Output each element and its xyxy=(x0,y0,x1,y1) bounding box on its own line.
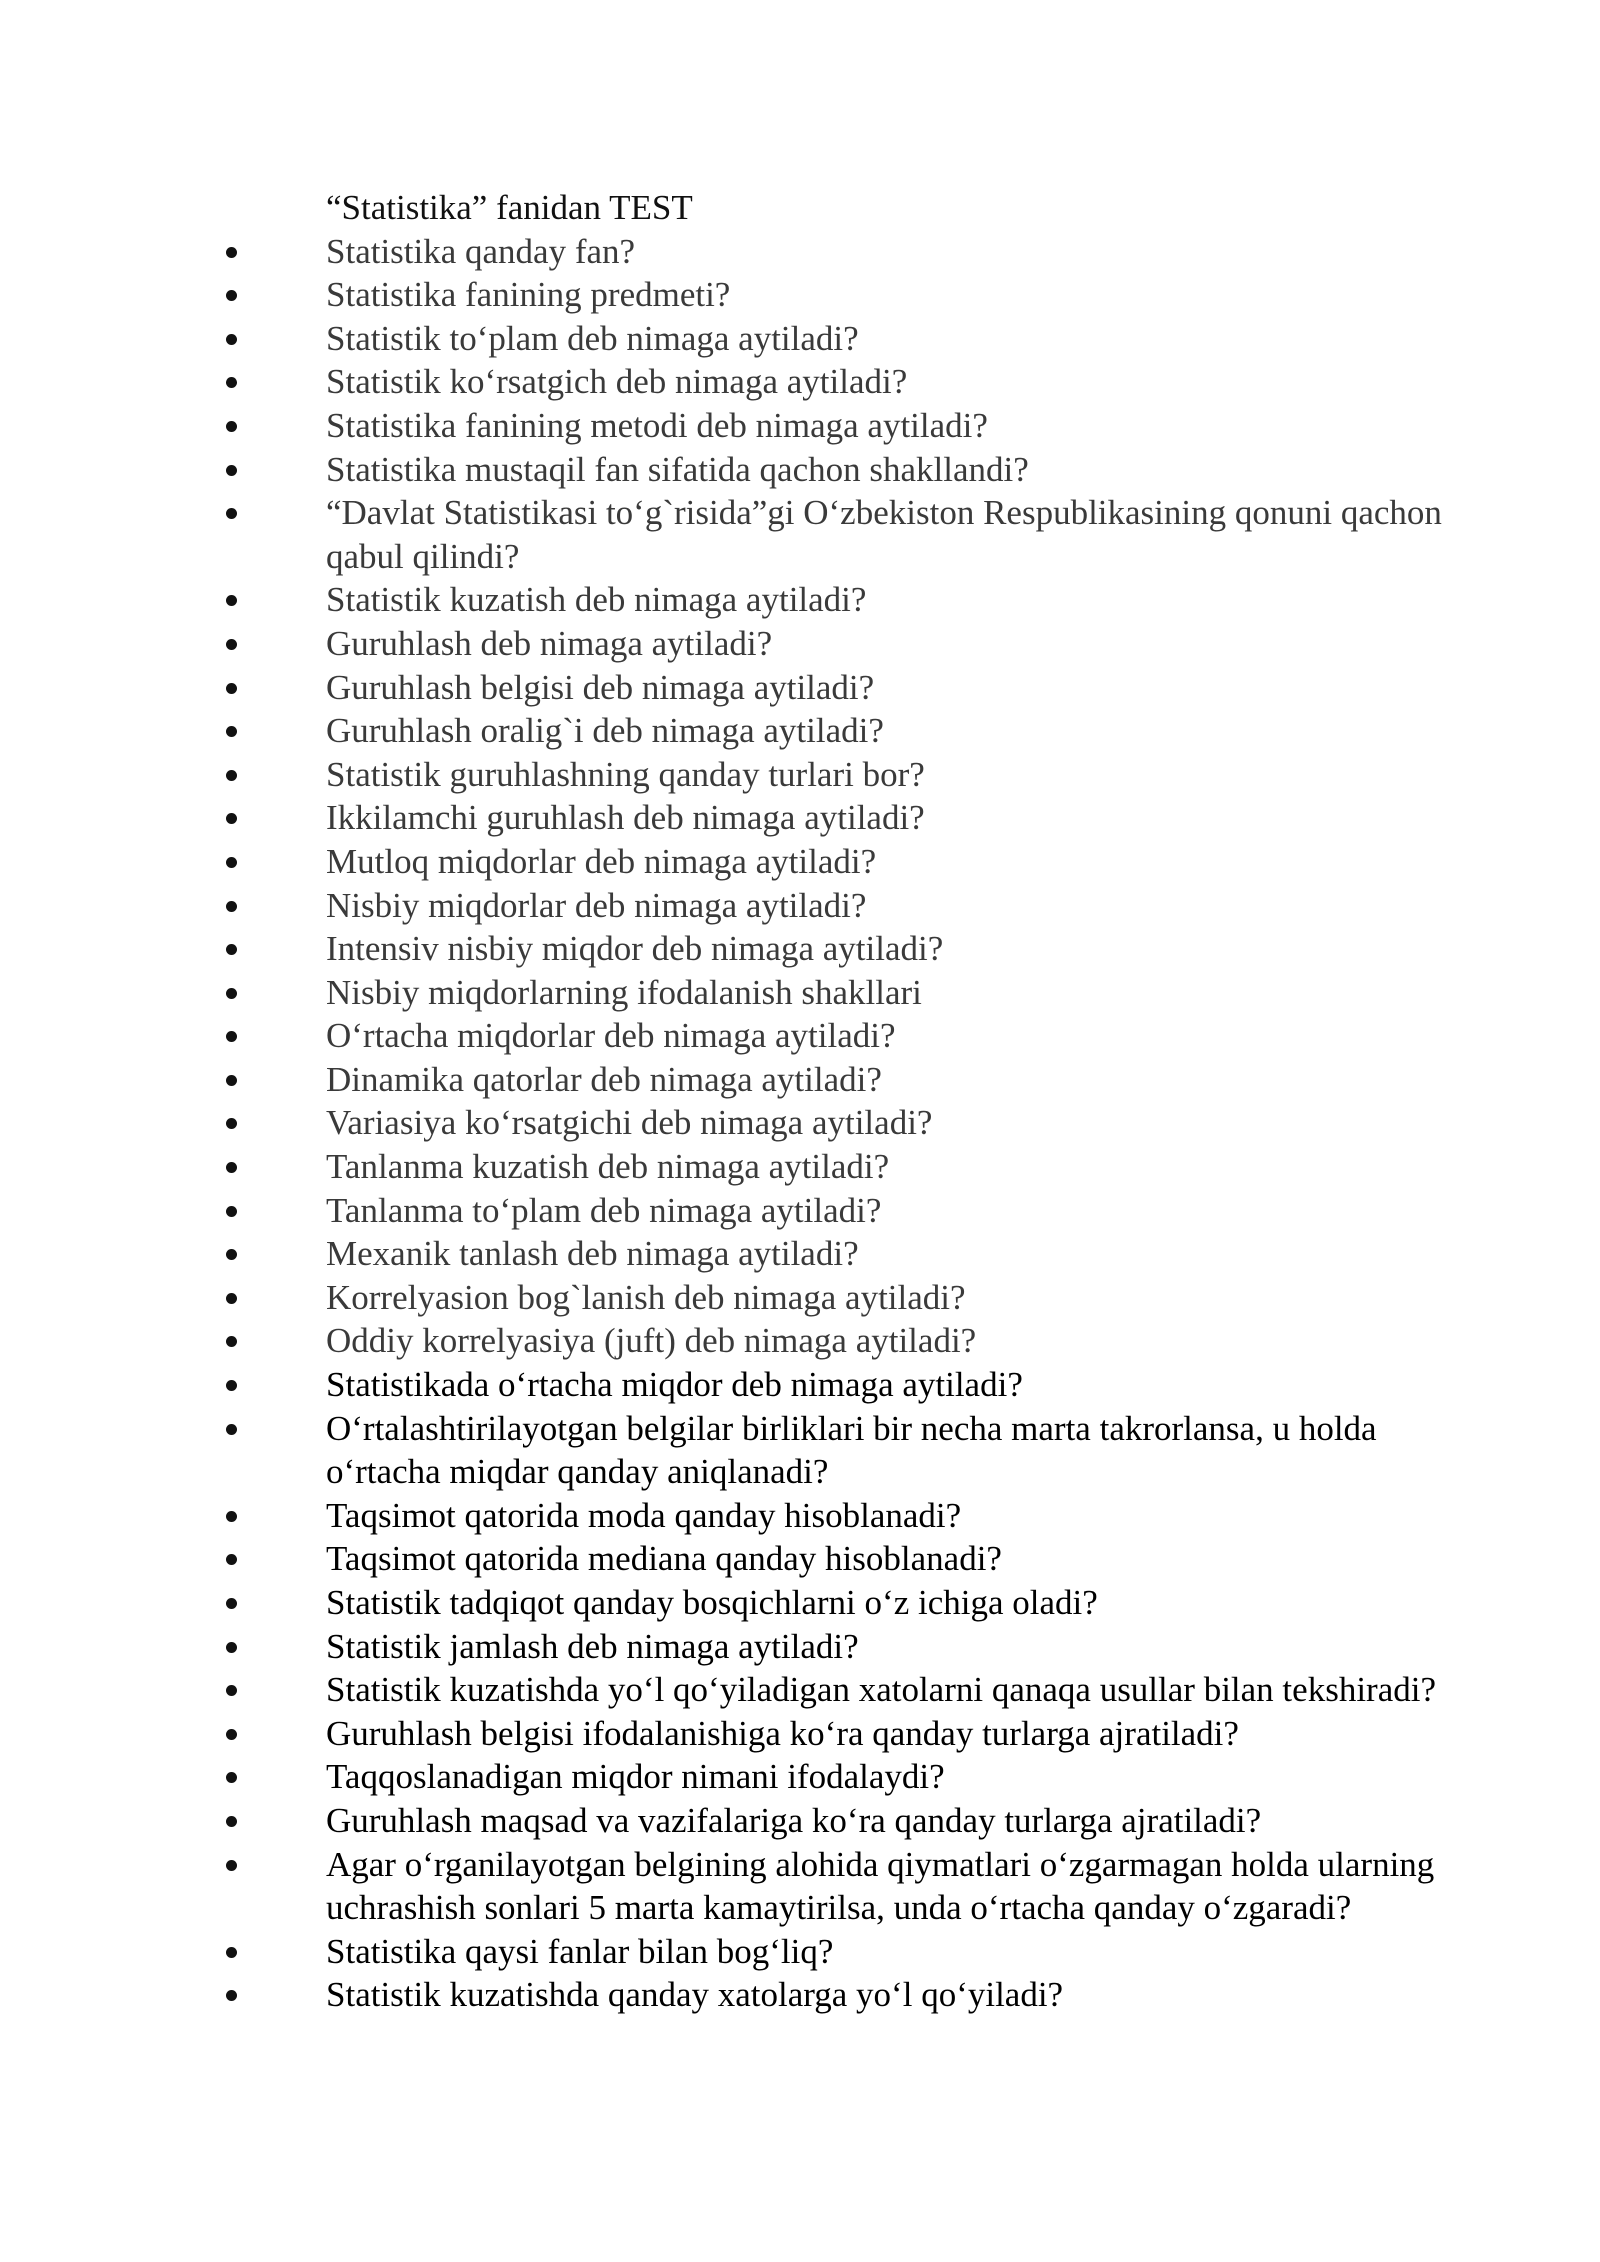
list-item xyxy=(0,1276,1466,1320)
bullet-icon xyxy=(226,1293,237,1304)
question-text: Statistik guruhlashning qanday turlari bor? xyxy=(326,754,925,794)
bullet-icon xyxy=(226,1642,237,1653)
bullet-icon xyxy=(226,726,237,737)
list-item xyxy=(0,927,1466,971)
bullet-icon xyxy=(226,290,237,301)
question-text: Statistik ko‘rsatgich deb nimaga aytiladi? xyxy=(326,362,908,402)
bullet-icon xyxy=(226,988,237,999)
question-text: Statistik kuzatishda yo‘l qo‘yiladigan xatolarni qanaqa usullar bilan tekshiradi? xyxy=(326,1670,1436,1710)
question-text: O‘rtalashtirilayotgan belgilar birliklari bir necha marta takrorlansa, u holda o‘rtacha miqdar qanday aniqlanadi? xyxy=(326,1408,1377,1492)
bullet-icon xyxy=(226,813,237,824)
question-text: Korrelyasion bog`lanish deb nimaga aytiladi? xyxy=(326,1277,966,1317)
list-item xyxy=(0,753,1466,797)
bullet-icon xyxy=(226,1860,237,1871)
list-item xyxy=(0,273,1466,317)
list-item xyxy=(0,1494,1466,1538)
bullet-icon xyxy=(226,1118,237,1129)
bullet-icon xyxy=(226,901,237,912)
question-list xyxy=(0,230,1600,2017)
question-text: Statistik to‘plam deb nimaga aytiladi? xyxy=(326,318,859,358)
bullet-icon xyxy=(226,1249,237,1260)
list-item xyxy=(0,971,1466,1015)
bullet-icon xyxy=(226,1511,237,1522)
question-text: Statistika mustaqil fan sifatida qachon shakllandi? xyxy=(326,449,1029,489)
bullet-icon xyxy=(226,465,237,476)
bullet-icon xyxy=(226,1031,237,1042)
question-text: Mutloq miqdorlar deb nimaga aytiladi? xyxy=(326,841,877,881)
question-text: Taqsimot qatorida mediana qanday hisoblanadi? xyxy=(326,1539,1002,1579)
list-item xyxy=(0,1189,1466,1233)
question-text: Guruhlash maqsad va vazifalariga ko‘ra qanday turlarga ajratiladi? xyxy=(326,1800,1262,1840)
question-text: “Davlat Statistikasi to‘g`risida”gi O‘zbekiston Respublikasining qonuni qachon qabul qilindi? xyxy=(326,493,1442,576)
question-text: Statistik kuzatish deb nimaga aytiladi? xyxy=(326,580,867,620)
list-item xyxy=(0,1537,1466,1581)
question-text: Nisbiy miqdorlar deb nimaga aytiladi? xyxy=(326,885,867,925)
question-text: Guruhlash belgisi ifodalanishiga ko‘ra qanday turlarga ajratiladi? xyxy=(326,1713,1239,1753)
question-text: Mexanik tanlash deb nimaga aytiladi? xyxy=(326,1234,859,1274)
question-text: Taqqoslanadigan miqdor nimani ifodalaydi? xyxy=(326,1757,945,1797)
bullet-icon xyxy=(226,1598,237,1609)
bullet-icon xyxy=(226,1947,237,1958)
list-item xyxy=(0,1319,1466,1363)
question-text: Statistika qaysi fanlar bilan bog‘liq? xyxy=(326,1931,834,1971)
bullet-icon xyxy=(226,1336,237,1347)
bullet-icon xyxy=(226,1990,237,2001)
list-item xyxy=(0,709,1466,753)
list-item xyxy=(0,578,1466,622)
question-text: Dinamika qatorlar deb nimaga aytiladi? xyxy=(326,1059,882,1099)
bullet-icon xyxy=(226,770,237,781)
list-item xyxy=(0,1973,1466,2017)
list-item xyxy=(0,1407,1466,1494)
question-text: Guruhlash belgisi deb nimaga aytiladi? xyxy=(326,667,875,707)
bullet-icon xyxy=(226,247,237,258)
list-item xyxy=(0,1145,1466,1189)
list-item xyxy=(0,1014,1466,1058)
list-item xyxy=(0,360,1466,404)
question-text: Statistik tadqiqot qanday bosqichlarni o‘z ichiga oladi? xyxy=(326,1583,1098,1622)
question-text: O‘rtacha miqdorlar deb nimaga aytiladi? xyxy=(326,1016,896,1056)
question-text: Nisbiy miqdorlarning ifodalanish shakllari xyxy=(326,972,922,1012)
question-text: Agar o‘rganilayotgan belgining alohida qiymatlari o‘zgarmagan holda ularning uchrashish sonlari 5 marta kamaytirilsa, unda o‘rtacha qanday o‘zgaradi? xyxy=(326,1844,1435,1928)
question-text: Statistika qanday fan? xyxy=(326,231,636,271)
document-title: “Statistika” fanidan TEST xyxy=(326,188,693,227)
list-item xyxy=(0,1581,1466,1625)
list-item xyxy=(0,1668,1466,1712)
question-text: Intensiv nisbiy miqdor deb nimaga aytiladi? xyxy=(326,929,944,969)
list-item xyxy=(0,840,1466,884)
bullet-icon xyxy=(226,334,237,345)
question-text: Tanlanma to‘plam deb nimaga aytiladi? xyxy=(326,1190,882,1230)
bullet-icon xyxy=(226,639,237,650)
list-item xyxy=(0,1101,1466,1145)
bullet-icon xyxy=(226,944,237,955)
list-item xyxy=(0,1232,1466,1276)
list-item xyxy=(0,622,1466,666)
bullet-icon xyxy=(226,1554,237,1565)
list-item xyxy=(0,230,1466,274)
list-item xyxy=(0,884,1466,928)
bullet-icon xyxy=(226,683,237,694)
list-item xyxy=(0,1930,1466,1974)
question-text: Statistikada o‘rtacha miqdor deb nimaga aytiladi? xyxy=(326,1365,1023,1405)
bullet-icon xyxy=(226,1772,237,1783)
bullet-icon xyxy=(226,1729,237,1740)
bullet-icon xyxy=(226,421,237,432)
list-item xyxy=(0,1755,1466,1799)
question-text: Guruhlash oralig`i deb nimaga aytiladi? xyxy=(326,711,884,751)
list-item xyxy=(0,404,1466,448)
bullet-icon xyxy=(226,1685,237,1696)
bullet-icon xyxy=(226,1162,237,1173)
list-item xyxy=(0,1363,1466,1407)
list-item xyxy=(0,666,1466,710)
question-text: Statistika fanining predmeti? xyxy=(326,275,731,315)
question-text: Taqsimot qatorida moda qanday hisoblanadi? xyxy=(326,1495,962,1535)
question-text: Oddiy korrelyasiya (juft) deb nimaga aytiladi? xyxy=(326,1321,977,1361)
bullet-icon xyxy=(226,595,237,606)
question-text: Tanlanma kuzatish deb nimaga aytiladi? xyxy=(326,1147,890,1187)
bullet-icon xyxy=(226,377,237,388)
bullet-icon xyxy=(226,1206,237,1217)
question-text: Statistik kuzatishda qanday xatolarga yo‘l qo‘yiladi? xyxy=(326,1975,1064,2015)
bullet-icon xyxy=(226,1424,237,1435)
list-item xyxy=(0,1712,1466,1756)
question-text: Ikkilamchi guruhlash deb nimaga aytiladi? xyxy=(326,798,925,838)
list-item xyxy=(0,491,1466,578)
question-text: Statistik jamlash deb nimaga aytiladi? xyxy=(326,1626,859,1666)
list-item xyxy=(0,796,1466,840)
question-text: Variasiya ko‘rsatgichi deb nimaga aytiladi? xyxy=(326,1103,933,1143)
bullet-icon xyxy=(226,508,237,519)
list-item xyxy=(0,1843,1466,1930)
bullet-icon xyxy=(226,1380,237,1391)
list-item xyxy=(0,448,1466,492)
list-item xyxy=(0,1799,1466,1843)
question-text: Statistika fanining metodi deb nimaga aytiladi? xyxy=(326,405,988,445)
list-item xyxy=(0,317,1466,361)
list-item xyxy=(0,1625,1466,1669)
bullet-icon xyxy=(226,857,237,868)
bullet-icon xyxy=(226,1816,237,1827)
question-text: Guruhlash deb nimaga aytiladi? xyxy=(326,623,773,663)
bullet-icon xyxy=(226,1075,237,1086)
list-item xyxy=(0,1058,1466,1102)
